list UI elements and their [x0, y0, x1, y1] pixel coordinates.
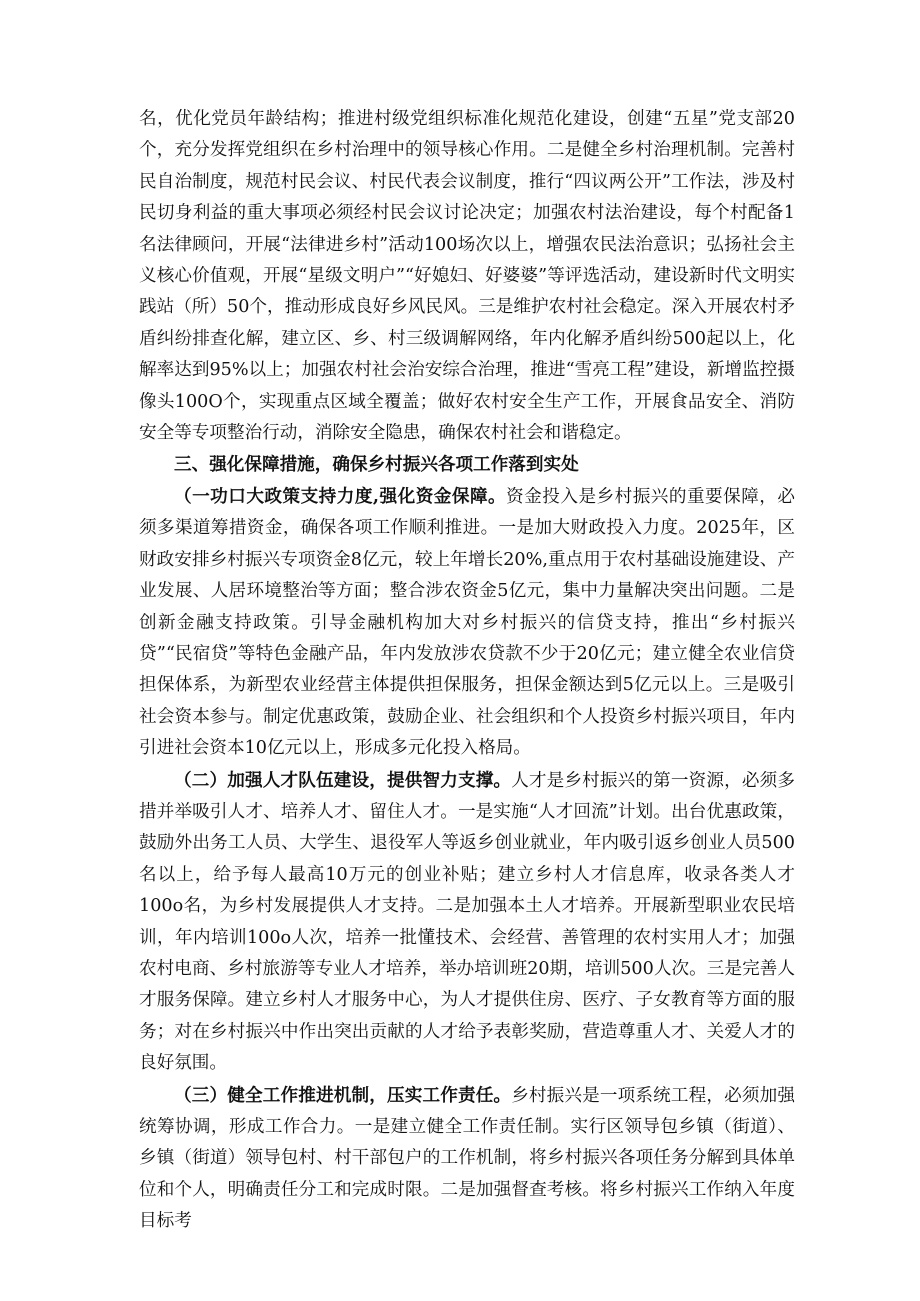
paragraph-rural-governance: 名，优化党员年龄结构；推进村级党组织标准化规范化建设，创建“五星”党支部20个，充分发挥党组织在乡村治理中的领导核心作用。二是健全乡村治理机制。完善村民自治制度，规范村民会议、村民代表会议制度，推行“四议两公开”工作法，涉及村民切身利益的重大事项必须经村民会议讨论决定；加强农村法治建设，每个村配备1名法律顾问，开展“法律进乡村”活动100场次以上，增强农民法治意识；弘扬社会主义核心价值观，开展“星级文明户”“好媳妇、好婆婆”等评选活动，建设新时代文明实践站（所）50个，推动形成良好乡风民风。三是维护农村社会稳定。深入开展农村矛盾纠纷排查化解，建立区、乡、村三级调解网络，年内化解矛盾纠纷500起以上，化解率达到95%以上；加强农村社会治安综合治理，推进“雪亮工程”建设，新增监控摄像头100O个，实现重点区域全覆盖；做好农村安全生产工作，开展食品安全、消防安全等专项整治行动，消除安全隐患，确保农村社会和谐稳定。	[139, 109, 795, 444]
paragraph-funding	[139, 481, 795, 765]
paragraph-funding-lead: （一功口大政策支持力度,强化资金保障。	[174, 485, 507, 507]
paragraph-mechanism	[139, 1080, 795, 1238]
paragraph-mechanism-lead: （三）健全工作推进机制，压实工作责任。	[174, 1084, 512, 1106]
document-page	[139, 104, 795, 1238]
paragraph-funding-body: 资金投入是乡村振兴的重要保障，必须多渠道筹措资金，确保各项工作顺利推进。一是加大财政投入力度。2025年，区财政安排乡村振兴专项资金8亿元，较上年增长20%,重点用于农村基础设施建设、产业发展、人居环境整治等方面；整合涉农资金5亿元，集中力量解决突出问题。二是创新金融支持政策。引导金融机构加大对乡村振兴的信贷支持，推出“乡村振兴贷”“民宿贷”等特色金融产品，年内发放涉农贷款不少于20亿元；建立健全农业信贷担保体系，为新型农业经营主体提供担保服务，担保金额达到5亿元以上。三是吸引社会资本参与。制定优惠政策，鼓励企业、社会组织和个人投资乡村振兴项目，年内引进社会资本10亿元以上，形成多元化投入格局。	[139, 486, 795, 759]
paragraph-mechanism-body: 乡村振兴是一项系统工程，必须加强统筹协调，形成工作合力。一是建立健全工作责任制。实行区领导包乡镇（街道）、乡镇（街道）领导包村、村干部包户的工作机制，将乡村振兴各项任务分解到具体单位和个人，明确责任分工和完成时限。二是加强督查考核。将乡村振兴工作纳入年度目标考	[139, 1085, 795, 1232]
paragraph-talent	[139, 765, 795, 1080]
section-heading-3: 三、强化保障措施，确保乡村振兴各项工作落到实处	[174, 454, 579, 476]
paragraph-talent-lead: （二）加强人才队伍建设，提供智力支撑。	[174, 769, 512, 791]
paragraph-talent-body: 人才是乡村振兴的第一资源，必须多措并举吸引人才、培养人才、留住人才。一是实施“人才回流”计划。出台优惠政策，鼓励外出务工人员、大学生、退役军人等返乡创业就业，年内吸引返乡创业人员500名以上，给予每人最高10万元的创业补贴；建立乡村人才信息库，收录各类人才100o名，为乡村发展提供人才支持。二是加强本土人才培养。开展新型职业农民培训，年内培训100o人次，培养一批懂技术、会经营、善管理的农村实用人才；加强农村电商、乡村旅游等专业人才培养，举办培训班20期，培训500人次。三是完善人才服务保障。建立乡村人才服务中心，为人才提供住房、医疗、子女教育等方面的服务；对在乡村振兴中作出突出贡献的人才给予表彰奖励，营造尊重人才、关爱人才的良好氛围。	[139, 770, 795, 1074]
